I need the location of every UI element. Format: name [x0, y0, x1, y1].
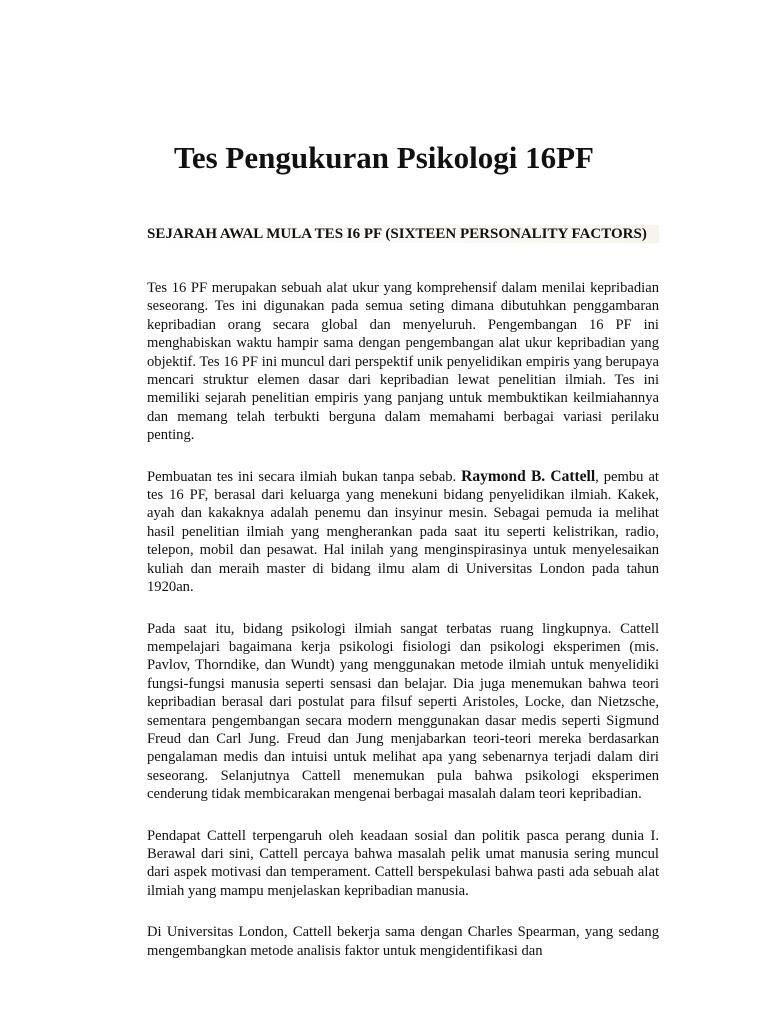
person-name-cattell: Raymond B. Cattell: [461, 467, 596, 485]
paragraph-1: Tes 16 PF merupakan sebuah alat ukur yang komprehensif dalam menilai kepribadian seseorang. Tes ini digunakan pada semua seting dimana dibutuhkan penggambaran kepribadian orang secara global dan menyeluruh. Pengembangan 16 PF ini menghabiskan waktu hampir sama dengan pengembangan alat ukur kepribadian yang objektif. Tes 16 PF ini muncul dari perspektif unik penyelidikan empiris yang berupaya mencari struktur elemen dasar dari kepribadian lewat penelitian ilmiah. Tes ini memiliki sejarah penelitian empiris yang panjang untuk membuktikan keilmiahannya dan memang telah terbukti berguna dalam memahami berbagai variasi perilaku penting.: [147, 280, 659, 444]
paragraph-3: Pada saat itu, bidang psikologi ilmiah sangat terbatas ruang lingkupnya. Cattell mempelajari bagaimana kerja psikologi fisiologi dan psikologi eksperimen (mis. Pavlov, Thorndike, dan Wundt) yang menggunakan metode ilmiah untuk menyelidiki fungsi-fungsi manusia seperti sensasi dan belajar. Dia juga menemukan bahwa teori kepribadian berasal dari postulat para filsuf seperti Aristoles, Locke, dan Nietzsche, sementara pengembangan secara modern menggunakan dasar medis seperti Sigmund Freud dan Carl Jung. Freud dan Jung menjabarkan teori-teori mereka berdasarkan pengalaman medis dan intuisi untuk melihat apa yang sebenarnya terjadi dalam diri seseorang. Selanjutnya Cattell menemukan pula bahwa psikologi eksperimen cenderung tidak membicarakan mengenai berbagai masalah dalam teori kepribadian.: [147, 620, 659, 803]
paragraph-2-intro: Pembuatan tes ini secara ilmiah bukan tanpa sebab.: [147, 468, 462, 485]
section-heading: SEJARAH AWAL MULA TES I6 PF (SIXTEEN PERSONALITY FACTORS): [147, 225, 659, 243]
paragraph-4: Pendapat Cattell terpengaruh oleh keadaan sosial dan politik pasca perang dunia I. Berawal dari sini, Cattell percaya bahwa masalah pelik umat manusia sering muncul dari aspek motivasi dan temperament. Cattell berspekulasi bahwa pasti ada sebuah alat ilmiah yang mampu menjelaskan kepribadian manusia.: [147, 827, 659, 899]
paragraph-2: [147, 468, 659, 597]
paragraph-2-body: , pembu at tes 16 PF, berasal dari keluarga yang menekuni bidang penyelidikan ilmiah. Kakek, ayah dan kakaknya adalah penemu dan insyinur mesin. Sebagai pemuda ia melihat hasil penelitian ilmiah yang mengherankan pada saat itu seperti kelistrikan, radio, telepon, mobil dan pesawat. Hal inilah yang menginspirasinya untuk menyelesaikan kuliah dan meraih master di bidang ilmu alam di Universitas London pada tahun 1920an.: [147, 468, 659, 596]
body-text: [147, 279, 659, 960]
page-title: Tes Pengukuran Psikologi 16PF: [173, 140, 594, 175]
paragraph-5: Di Universitas London, Cattell bekerja sama dengan Charles Spearman, yang sedang mengembangkan metode analisis faktor untuk mengidentifikasi dan: [147, 924, 659, 959]
